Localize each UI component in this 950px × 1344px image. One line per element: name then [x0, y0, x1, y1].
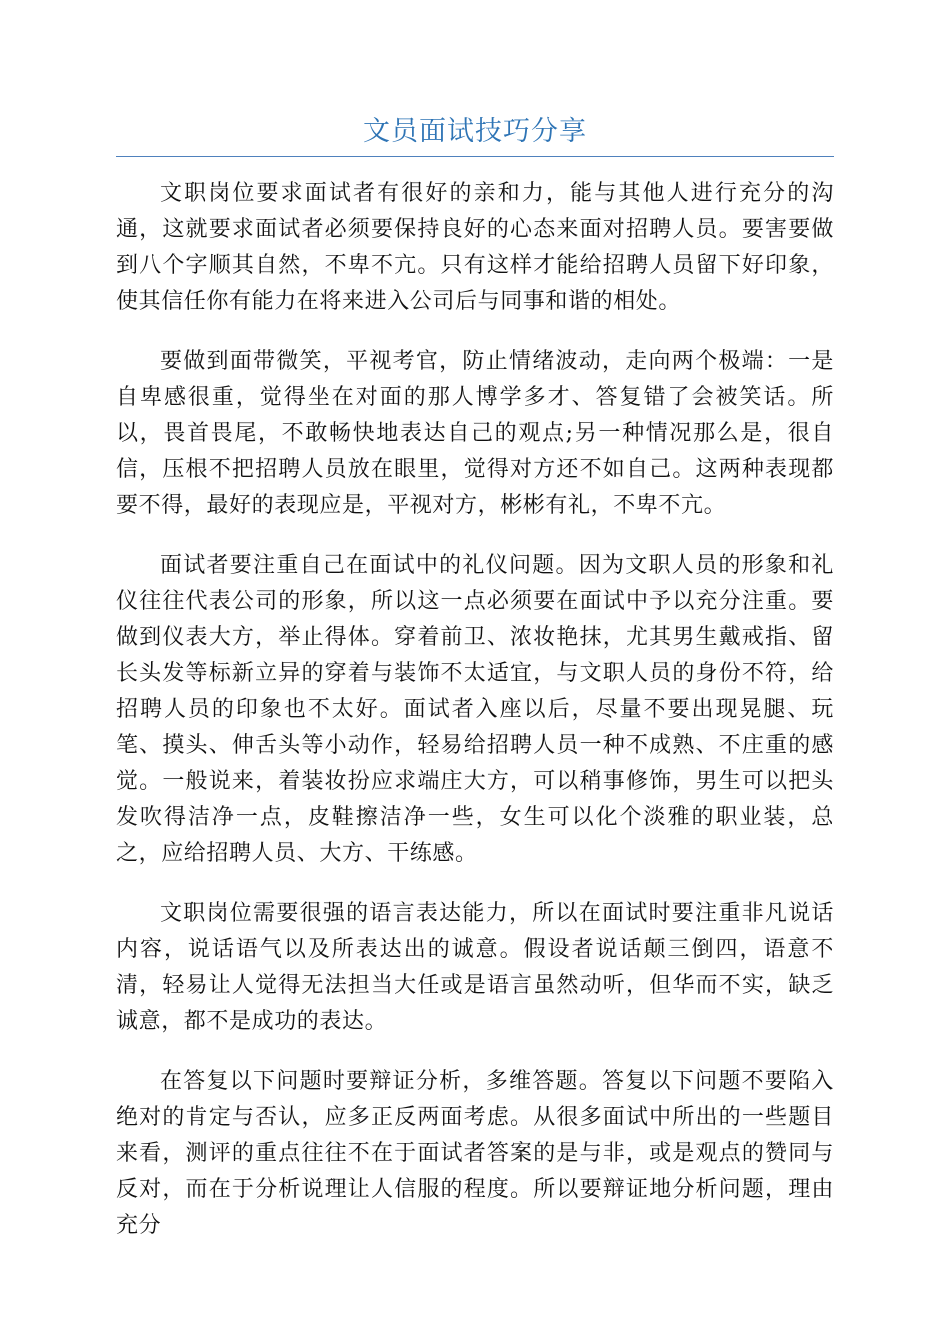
document-body	[116, 176, 834, 1268]
title-block	[116, 108, 834, 157]
document-title: 文员面试技巧分享	[363, 116, 587, 147]
paragraph-3: 面试者要注重自己在面试中的礼仪问题。因为文职人员的形象和礼仪往往代表公司的形象，所以这一点必须要在面试中予以充分注重。要做到仪表大方，举止得体。穿着前卫、浓妆艳抹，尤其男生戴戒指、留长头发等标新立异的穿着与装饰不太适宜，与文职人员的身份不符，给招聘人员的印象也不太好。面试者入座以后，尽量不要出现晃腿、玩笔、摸头、伸舌头等小动作，轻易给招聘人员一种不成熟、不庄重的感觉。一般说来，着装妆扮应求端庄大方，可以稍事修饰，男生可以把头发吹得洁净一点，皮鞋擦洁净一些，女生可以化个淡雅的职业装，总之，应给招聘人员、大方、干练感。	[116, 553, 834, 866]
paragraph-4: 文职岗位需要很强的语言表达能力，所以在面试时要注重非凡说话内容，说话语气以及所表达出的诚意。假设者说话颠三倒四，语意不清，轻易让人觉得无法担当大任或是语言虽然动听，但华而不实，缺乏诚意，都不是成功的表达。	[116, 901, 834, 1034]
paragraph-2: 要做到面带微笑，平视考官，防止情绪波动，走向两个极端：一是自卑感很重，觉得坐在对面的那人博学多才、答复错了会被笑话。所以，畏首畏尾，不敢畅快地表达自己的观点;另一种情况那么是，很自信，压根不把招聘人员放在眼里，觉得对方还不如自己。这两种表现都要不得，最好的表现应是，平视对方，彬彬有礼，不卑不亢。	[116, 349, 834, 518]
paragraph-5: 在答复以下问题时要辩证分析，多维答题。答复以下问题不要陷入绝对的肯定与否认，应多正反两面考虑。从很多面试中所出的一些题目来看，测评的重点往往不在于面试者答案的是与非，或是观点的赞同与反对，而在于分析说理让人信服的程度。所以要辩证地分析问题，理由充分	[116, 1069, 834, 1238]
paragraph-1: 文职岗位要求面试者有很好的亲和力，能与其他人进行充分的沟通，这就要求面试者必须要保持良好的心态来面对招聘人员。要害要做到八个字顺其自然，不卑不亢。只有这样才能给招聘人员留下好印象，使其信任你有能力在将来进入公司后与同事和谐的相处。	[116, 181, 834, 314]
